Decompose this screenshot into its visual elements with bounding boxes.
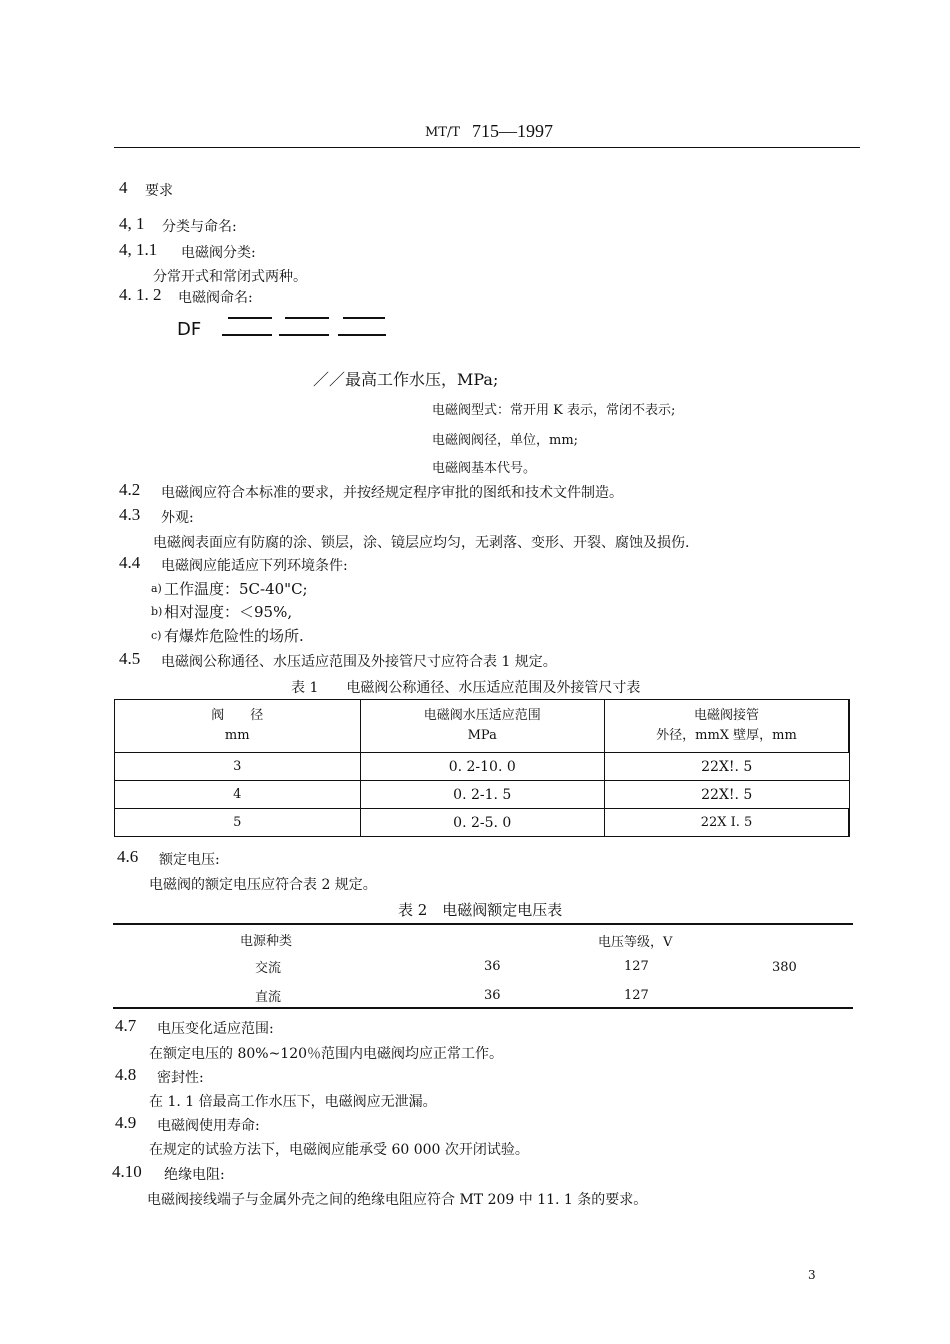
s4-8-body: 在 1. 1 倍最高工作水压下，电磁阀应无泄漏。 [149, 1094, 437, 1110]
table1-header-row [115, 700, 850, 753]
table2-cell-v2: 127 [624, 959, 649, 974]
s4-7-body: 在额定电压的 80%~120％范围内电磁阀均应正常工作。 [149, 1046, 504, 1062]
s4-7-number: 4.7 [115, 1016, 137, 1035]
table-row [115, 753, 850, 781]
table2-cell-v1: 36 [484, 988, 501, 1003]
naming-annotation-diameter: 电磁阀阀径，单位，mm; [432, 433, 579, 448]
naming-slot-3-bottom [338, 334, 386, 336]
s4-8-title: 密封性: [157, 1070, 204, 1086]
table1-header-cell [115, 700, 361, 753]
table2-caption: 表 2 电磁阀额定电压表 [398, 901, 563, 919]
table2-top-rule [113, 923, 853, 925]
header-std-prefix: MT/T [425, 125, 461, 140]
naming-slot-1-top [228, 317, 272, 319]
table1-header-line1: 电磁阀接管 [693, 708, 759, 723]
s4-10-title: 绝缘电阻: [164, 1167, 225, 1183]
naming-annotation-type: 电磁阀型式：常开用 K 表示，常闭不表示; [432, 403, 676, 418]
s4-4-number: 4.4 [119, 553, 141, 572]
naming-slot-2-bottom [279, 334, 329, 336]
s4-2-number: 4.2 [119, 480, 141, 499]
table-row [115, 809, 850, 837]
table1-cell: 4 [115, 781, 361, 809]
s4-7-title: 电压变化适应范围: [157, 1021, 274, 1037]
header-rule [114, 147, 860, 148]
table2-cell-v2: 127 [624, 988, 649, 1003]
naming-code-df: DF [177, 319, 202, 340]
s4-5-text: 电磁阀公称通径、水压适应范围及外接管尺寸应符合表 1 规定。 [161, 654, 557, 670]
s4-4-title: 电磁阀应能适应下列环境条件: [161, 558, 348, 574]
s4-9-title: 电磁阀使用寿命: [157, 1118, 260, 1134]
table2-cell-v1: 36 [484, 959, 501, 974]
table2-bottom-rule [113, 1007, 853, 1009]
table1-cell: 22X I. 5 [604, 809, 849, 837]
s4-1-2-title: 电磁阀命名: [178, 290, 253, 306]
table1-header-cell [360, 700, 604, 753]
s4-2-text: 电磁阀应符合本标准的要求，并按经规定程序审批的图纸和技术文件制造。 [161, 485, 623, 501]
section-4-title: 要求 [145, 183, 173, 199]
table1-header-line2: MPa [467, 728, 497, 743]
s4-1-number: 4, 1 [119, 214, 145, 233]
page-number: 3 [808, 1268, 816, 1282]
table1-cell: 5 [115, 809, 361, 837]
header-std-number: 715—1997 [472, 121, 553, 141]
table1-header-line1: 电磁阀水压适应范围 [423, 708, 541, 723]
table2-header-voltage: 电压等级，V [598, 935, 673, 950]
table1-header-line2: mm [224, 728, 250, 743]
table1 [114, 699, 850, 837]
table2-cell-type: 交流 [255, 961, 282, 976]
naming-slot-2-top [285, 317, 329, 319]
table1-cell: 0. 2-10. 0 [360, 753, 604, 781]
item-text: 工作温度：5C-40"C; [164, 580, 308, 598]
s4-1-1-body: 分常开式和常闭式两种。 [153, 269, 307, 285]
table2-header-type: 电源种类 [240, 934, 293, 949]
table2-cell-type: 直流 [255, 990, 282, 1005]
table1-header-line1: 阀 径 [211, 708, 264, 723]
s4-3-title: 外观: [161, 510, 194, 526]
table1-cell: 22X!. 5 [604, 753, 849, 781]
table1-cell: 22X!. 5 [604, 781, 849, 809]
table1-header-cell [604, 700, 849, 753]
item-label: a) [151, 582, 162, 595]
section-4-number: 4 [119, 178, 128, 197]
table1-caption: 表 1 电磁阀公称通径、水压适应范围及外接管尺寸表 [291, 680, 641, 696]
naming-slot-1-bottom [222, 334, 272, 336]
s4-3-body: 电磁阀表面应有防腐的涂、锁层，涂、镜层应均匀，无剥落、变形、开裂、腐蚀及损伤. [153, 535, 690, 551]
s4-10-body: 电磁阀接线端子与金属外壳之间的绝缘电阻应符合 MT 209 中 11. 1 条的要求。 [147, 1192, 648, 1208]
naming-annotation-code: 电磁阀基本代号。 [432, 461, 537, 476]
s4-10-number: 4.10 [112, 1162, 142, 1181]
s4-6-number: 4.6 [117, 847, 139, 866]
table1-cell: 0. 2-5. 0 [360, 809, 604, 837]
s4-1-1-number: 4, 1.1 [119, 240, 158, 259]
naming-slot-3-top [343, 317, 385, 319]
s4-5-number: 4.5 [119, 649, 141, 668]
s4-3-number: 4.3 [119, 505, 141, 524]
s4-6-body: 电磁阀的额定电压应符合表 2 规定。 [149, 877, 377, 893]
s4-1-title: 分类与命名: [162, 219, 237, 235]
s4-9-number: 4.9 [115, 1113, 137, 1132]
table1-header-line2: 外径，mmX 壁厚，mm [656, 728, 797, 743]
item-text: 有爆炸危险性的场所. [164, 627, 304, 645]
item-text: 相对湿度：＜95%, [164, 603, 293, 621]
naming-annotation-pressure: ／／最高工作水压，MPa; [313, 370, 499, 389]
table1-cell: 3 [115, 753, 361, 781]
s4-6-title: 额定电压: [159, 852, 220, 868]
table1-cell: 0. 2-1. 5 [360, 781, 604, 809]
s4-1-1-title: 电磁阀分类: [181, 245, 256, 261]
item-label: b) [151, 605, 163, 618]
item-label: c) [151, 629, 162, 642]
s4-1-2-number: 4. 1. 2 [119, 285, 162, 304]
table-row [115, 781, 850, 809]
table2-cell-v3: 380 [772, 960, 797, 975]
s4-8-number: 4.8 [115, 1065, 137, 1084]
s4-9-body: 在规定的试验方法下，电磁阀应能承受 60 000 次开闭试验。 [149, 1142, 529, 1158]
